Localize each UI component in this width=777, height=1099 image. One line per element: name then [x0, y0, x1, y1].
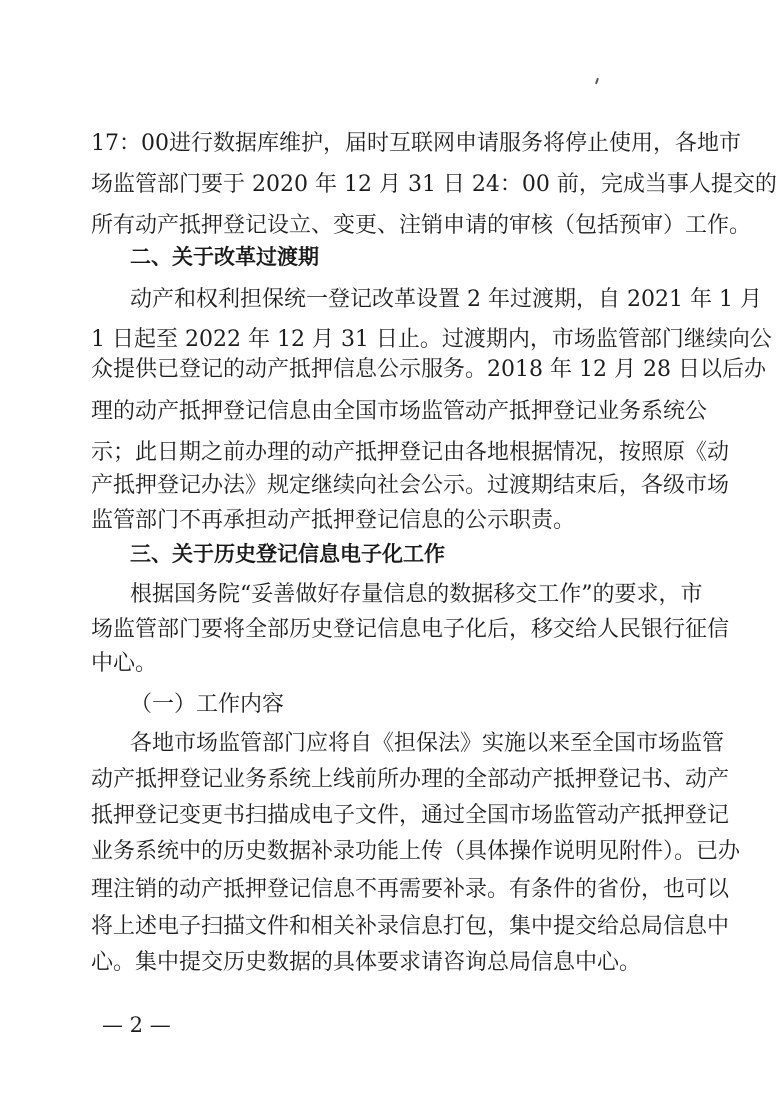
paragraph-line: 心。集中提交历史数据的具体要求请咨询总局信息中心。	[91, 950, 642, 975]
paragraph-line: 将上述电子扫描文件和相关补录信息打包，集中提交给总局信息中	[91, 914, 730, 939]
paragraph-line: 场监管部门要将全部历史登记信息电子化后，移交给人民银行征信	[91, 617, 730, 642]
section-heading-history-digitization: 三、关于历史登记信息电子化工作	[130, 542, 445, 566]
paragraph-line: 所有动产抵押登记设立、变更、注销申请的审核（包括预审）工作。	[91, 213, 752, 238]
paragraph-line: 动产抵押登记业务系统上线前所办理的全部动产抵押登记书、动产	[91, 767, 730, 792]
paragraph-line: 1 日起至 2022 年 12 月 31 日止。过渡期内，市场监管部门继续向公	[91, 327, 772, 352]
paragraph-line: 众提供已登记的动产抵押信息公示服务。2018 年 12 月 28 日以后办	[91, 357, 766, 382]
paragraph-line: 抵押登记变更书扫描成电子文件，通过全国市场监管动产抵押登记	[91, 803, 730, 828]
section-heading-transition-period: 二、关于改革过渡期	[130, 245, 319, 269]
subsection-heading-work-content: （一）工作内容	[130, 692, 285, 717]
paragraph-line: 产抵押登记办法》规定继续向社会公示。过渡期结束后，各级市场	[91, 473, 730, 498]
paragraph-line: 业务系统中的历史数据补录功能上传（具体操作说明见附件）。已办	[91, 839, 741, 864]
paragraph-line: 示；此日期之前办理的动产抵押登记由各地根据情况，按照原《动	[91, 440, 730, 465]
page-number: — 2 —	[102, 1013, 171, 1037]
paragraph-line: 监管部门不再承担动产抵押登记信息的公示职责。	[91, 508, 576, 533]
paragraph-line: 中心。	[91, 651, 158, 676]
paragraph-line: 动产和权利担保统一登记改革设置 2 年过渡期，自 2021 年 1 月	[130, 287, 762, 312]
paragraph-line: 理注销的动产抵押登记信息不再需要补录。有条件的省份，也可以	[91, 877, 730, 902]
paragraph-line: 17：00进行数据库维护，届时互联网申请服务将停止使用，各地市	[91, 131, 741, 156]
paragraph-line: 各地市场监管部门应将自《担保法》实施以来至全国市场监管	[130, 731, 725, 756]
paragraph-line: 场监管部门要于 2020 年 12 月 31 日 24：00 前，完成当事人提交的	[91, 172, 777, 197]
paragraph-line: 理的动产抵押登记信息由全国市场监管动产抵押登记业务系统公	[91, 399, 708, 424]
paragraph-line: 根据国务院“妥善做好存量信息的数据移交工作”的要求，市	[130, 582, 703, 607]
scan-speck	[595, 78, 599, 84]
